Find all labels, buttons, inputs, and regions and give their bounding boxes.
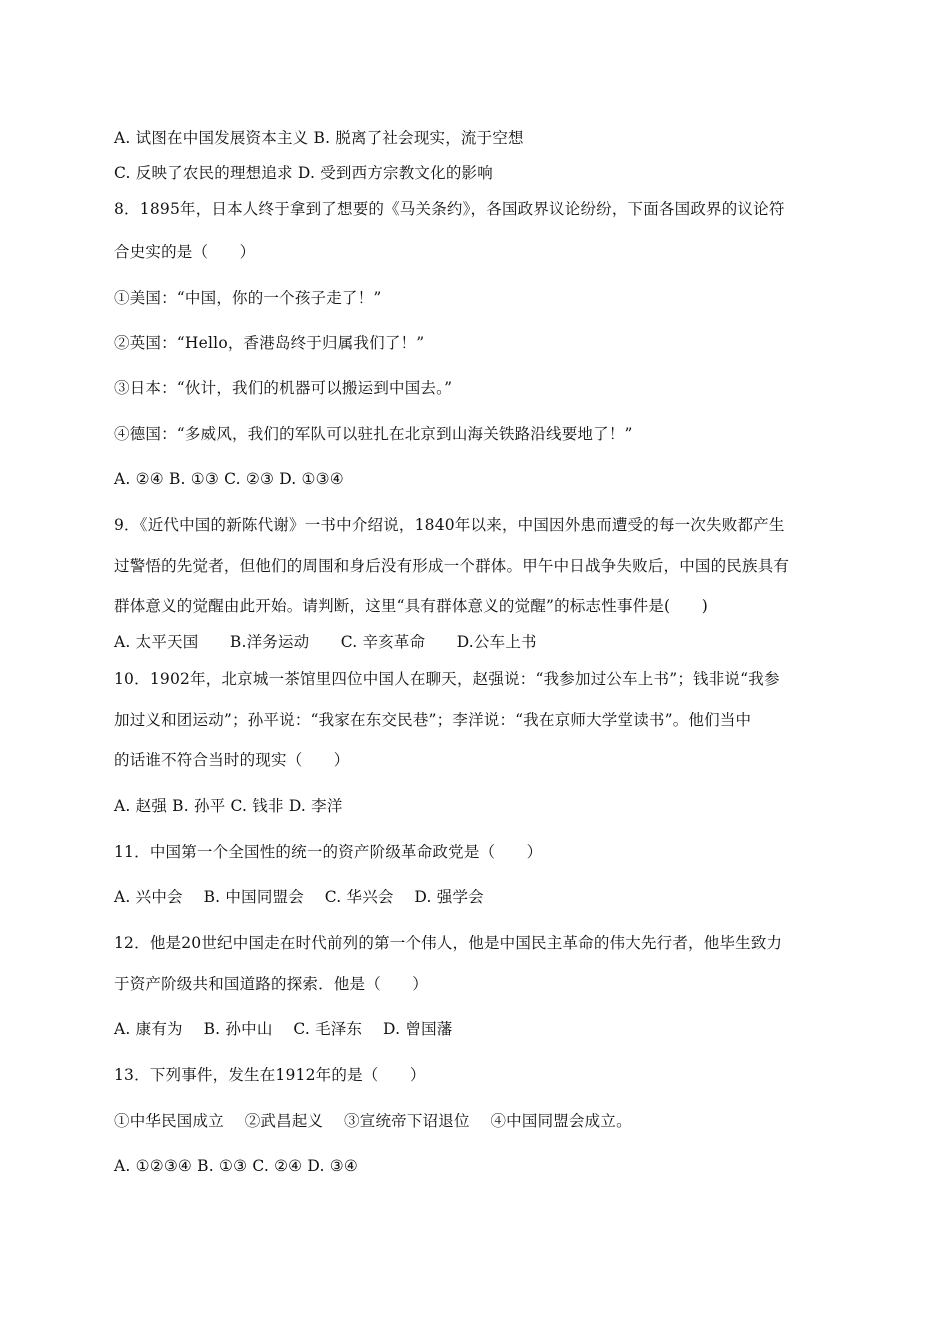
q7-options-ab: A. 试图在中国发展资本主义 B. 脱离了社会现实，流于空想 <box>114 129 524 147</box>
q10-stem-line3: 的话谁不符合当时的现实（ ） <box>114 751 350 769</box>
q8-statement-3: ③日本：“伙计，我们的机器可以搬运到中国去。” <box>114 379 453 397</box>
q13-options: A. ①②③④ B. ①③ C. ②④ D. ③④ <box>114 1157 358 1175</box>
q8-statement-2: ②英国：“Hello，香港岛终于归属我们了！” <box>114 334 425 352</box>
q13-events: ①中华民国成立 ②武昌起义 ③宣统帝下诏退位 ④中国同盟会成立。 <box>114 1112 632 1130</box>
q9-stem-line2: 过警悟的先觉者，但他们的周围和身后没有形成一个群体。甲午中日战争失败后，中国的民族具有 <box>114 557 790 575</box>
q11-options: A. 兴中会 B. 中国同盟会 C. 华兴会 D. 强学会 <box>114 888 484 906</box>
q9-stem-line1: 9．《近代中国的新陈代谢》一书中介绍说，1840年以来，中国因外患而遭受的每一次失败都产生 <box>114 516 785 534</box>
q10-options: A. 赵强 B. 孙平 C. 钱非 D. 李洋 <box>114 797 343 815</box>
q10-stem-line1: 10．1902年，北京城一茶馆里四位中国人在聊天，赵强说：“我参加过公车上书”；钱非说“我参 <box>114 670 780 688</box>
q7-options-cd: C. 反映了农民的理想追求 D. 受到西方宗教文化的影响 <box>114 164 493 182</box>
q12-stem-line1: 12．他是20世纪中国走在时代前列的第一个伟人，他是中国民主革命的伟大先行者，他毕生致力 <box>114 934 783 952</box>
q13-stem: 13．下列事件，发生在1912年的是（ ） <box>114 1066 426 1084</box>
q11-stem: 11．中国第一个全国性的统一的资产阶级革命政党是（ ） <box>114 843 543 861</box>
q9-options: A. 太平天国 B.洋务运动 C. 辛亥革命 D.公车上书 <box>114 633 537 651</box>
q12-options: A. 康有为 B. 孙中山 C. 毛泽东 D. 曾国藩 <box>114 1020 453 1038</box>
q8-statement-4: ④德国：“多威风，我们的军队可以驻扎在北京到山海关铁路沿线要地了！” <box>114 425 633 443</box>
q10-stem-line2: 加过义和团运动”；孙平说：“我家在东交民巷”；李洋说：“我在京师大学堂读书”。他们当中 <box>114 711 752 729</box>
q12-stem-line2: 于资产阶级共和国道路的探索．他是（ ） <box>114 975 429 993</box>
q8-statement-1: ①美国：“中国，你的一个孩子走了！” <box>114 289 382 307</box>
q8-options: A. ②④ B. ①③ C. ②③ D. ①③④ <box>114 470 344 488</box>
q8-stem-line1: 8．1895年，日本人终于拿到了想要的《马关条约》，各国政界议论纷纷，下面各国政界的议论符 <box>114 200 785 218</box>
q9-stem-line3: 群体意义的觉醒由此开始。请判断，这里“具有群体意义的觉醒”的标志性事件是( ) <box>114 597 708 615</box>
q8-stem-line2: 合史实的是（ ） <box>114 243 256 261</box>
